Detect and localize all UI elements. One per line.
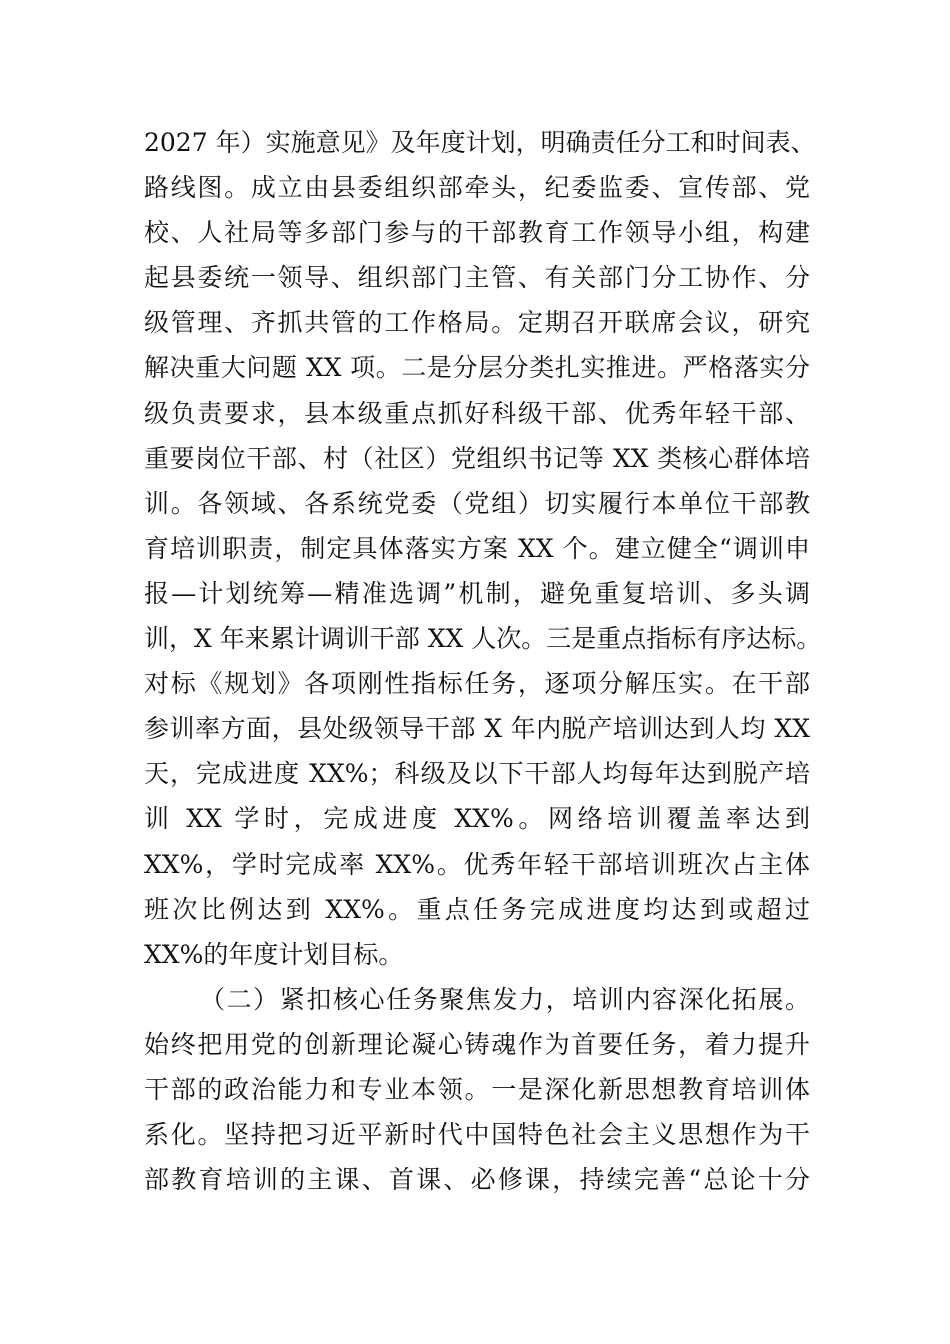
text-line-3: 校、人社局等多部门参与的干部教育工作领导小组，构建 <box>144 218 810 248</box>
text-line-6: 解决重大问题 XX 项。二是分层分类扎实推进。严格落实分 <box>144 353 810 383</box>
text-line-11: 报—计划统筹—精准选调”机制，避免重复培训、多头调 <box>144 578 810 608</box>
text-line-10: 育培训职责，制定具体落实方案 XX 个。建立健全“调训申 <box>144 533 810 563</box>
body-text <box>144 120 822 1202</box>
text-line-17: XX%，学时完成率 XX%。优秀年轻干部培训班次占主体 <box>144 849 810 879</box>
text-line-12: 训，X 年来累计调训干部 XX 人次。三是重点指标有序达标。 <box>144 624 822 654</box>
text-line-9: 训。各领域、各系统党委（党组）切实履行本单位干部教 <box>144 488 810 518</box>
text-line-16: 训 XX 学时，完成进度 XX%。网络培训覆盖率达到 <box>144 804 810 834</box>
section-heading: （二）紧扣核心任务聚焦发力，培训内容深化拓展。 <box>200 984 810 1014</box>
text-line-2: 路线图。成立由县委组织部牵头，纪委监委、宣传部、党 <box>144 173 810 203</box>
text-line-1: 2027 年）实施意见》及年度计划，明确责任分工和时间表、 <box>144 128 816 157</box>
text-line-4: 起县委统一领导、组织部门主管、有关部门分工协作、分 <box>144 263 810 293</box>
text-line-13: 对标《规划》各项刚性指标任务，逐项分解压实。在干部 <box>144 669 810 699</box>
text-line-24: 部教育培训的主课、首课、必修课，持续完善“总论十分 <box>144 1165 810 1195</box>
text-line-22: 干部的政治能力和专业本领。一是深化新思想教育培训体 <box>144 1074 810 1104</box>
text-line-14: 参训率方面，县处级领导干部 X 年内脱产培训达到人均 XX <box>144 714 810 744</box>
text-line-21: 始终把用党的创新理论凝心铸魂作为首要任务，着力提升 <box>144 1029 810 1059</box>
text-line-19: XX%的年度计划目标。 <box>144 939 404 969</box>
text-line-23: 系化。坚持把习近平新时代中国特色社会主义思想作为干 <box>144 1120 810 1150</box>
text-line-15: 天，完成进度 XX%；科级及以下干部人均每年达到脱产培 <box>144 759 810 789</box>
text-line-5: 级管理、齐抓共管的工作格局。定期召开联席会议，研究 <box>144 308 810 338</box>
text-line-8: 重要岗位干部、村（社区）党组织书记等 XX 类核心群体培 <box>144 443 810 473</box>
text-line-7: 级负责要求，县本级重点抓好科级干部、优秀年轻干部、 <box>144 398 810 428</box>
text-line-18: 班次比例达到 XX%。重点任务完成进度均达到或超过 <box>144 894 810 924</box>
